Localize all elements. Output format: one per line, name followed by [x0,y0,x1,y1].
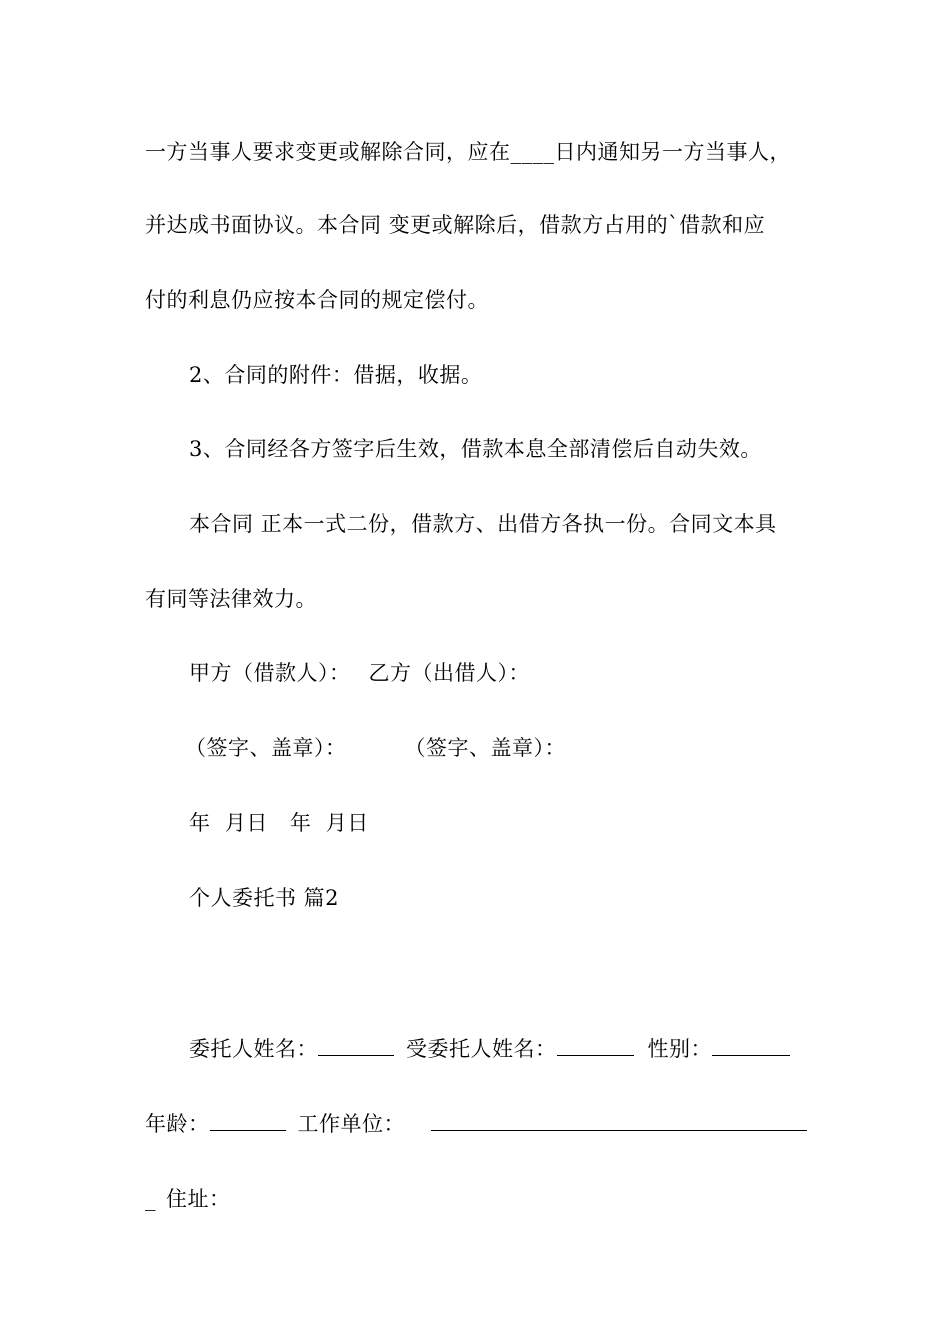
agent-name-blank [557,1035,634,1056]
age-label: 年龄： [145,1112,210,1136]
form-row-age-work [145,1109,807,1139]
clause-effective: 3、合同经各方签字后生效，借款本息全部清偿后自动失效。 [189,437,762,461]
paragraph-line: 并达成书面协议。本合同 变更或解除后，借款方占用的`借款和应 [145,213,766,237]
principal-name-blank [318,1035,394,1056]
work-unit-blank [431,1110,807,1131]
paragraph-line: 本合同 正本一式二份，借款方、出借方各执一份。合同文本具 [189,512,777,536]
work-unit-label: 工作单位： [297,1112,405,1136]
signature-dates [189,808,369,838]
date-b-label: 年 月日 [289,811,369,835]
age-blank [210,1110,286,1131]
address-blank: _ [145,1187,156,1211]
form-row-address [145,1184,231,1214]
paragraph-line: 有同等法律效力。 [145,587,317,611]
form-row-names [189,1034,790,1064]
sign-a-label: （签字、盖章）： [185,736,347,760]
gender-blank [712,1035,790,1056]
agent-name-label: 受委托人姓名： [406,1037,557,1061]
address-label: 住址： [166,1187,231,1211]
paragraph-line: 付的利息仍应按本合同的规定偿付。 [145,288,489,312]
paragraph-line: 一方当事人要求变更或解除合同，应在____日内通知另一方当事人， [145,140,791,164]
party-b-label: 乙方（出借人）： [368,661,530,685]
party-a-label: 甲方（借款人）： [189,661,351,685]
gender-label: 性别： [647,1037,712,1061]
sign-b-label: （签字、盖章）： [404,736,566,760]
clause-attachments: 2、合同的附件：借据，收据。 [189,363,483,387]
signature-parties [189,658,530,688]
date-a-label: 年 月日 [189,811,268,835]
signature-stamps [185,733,566,763]
principal-name-label: 委托人姓名： [189,1037,318,1061]
section-title: 个人委托书 篇2 [189,886,340,910]
